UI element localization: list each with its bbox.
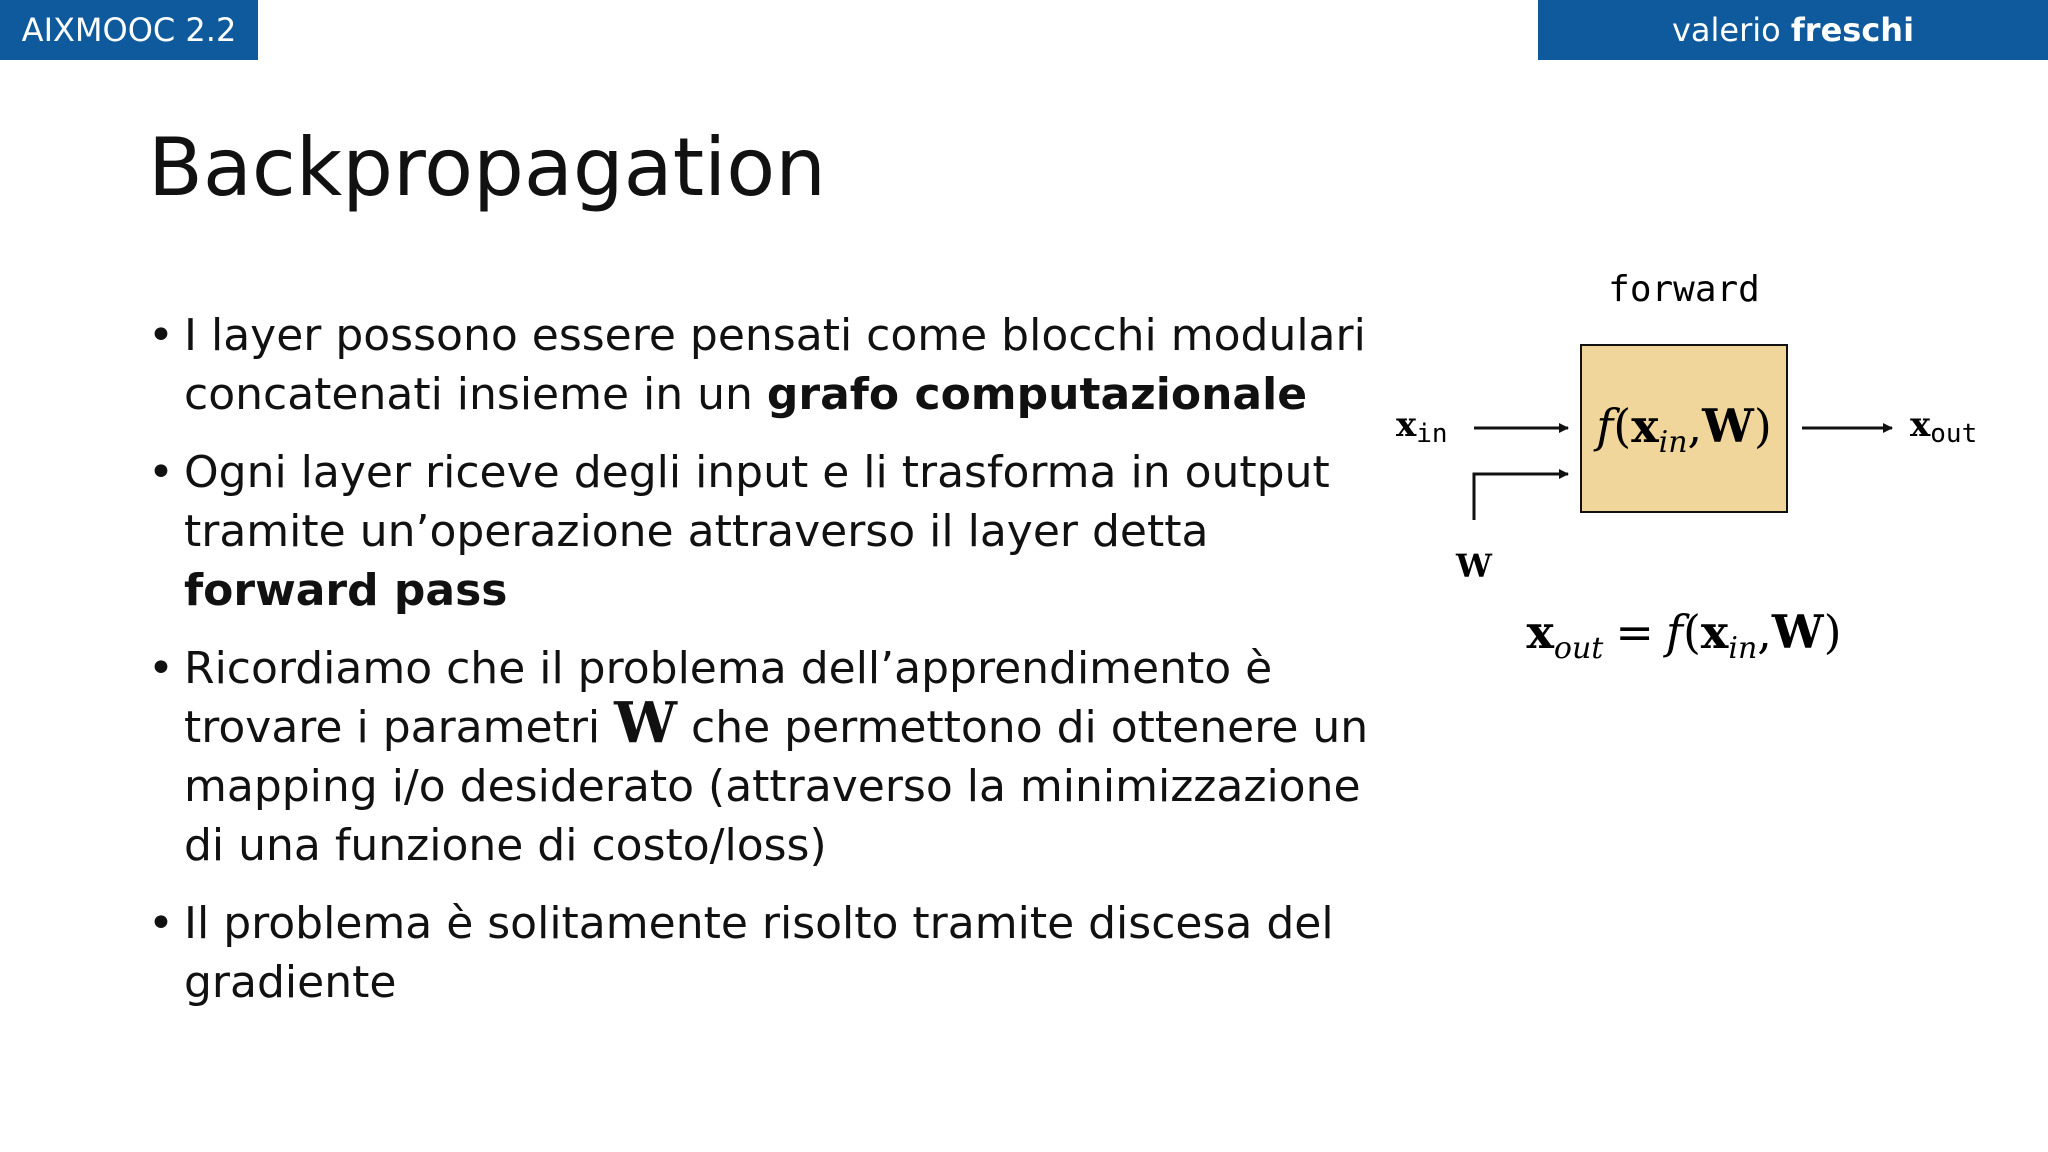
bullet-bold: forward pass [184,565,508,616]
bullet-text: che permettono di ottenere un mapping i/o desiderato (attraverso la minimizzazione di una funzione di costo/loss) [184,702,1369,871]
bullet-item [148,639,1378,875]
bullet-bold: grafo computazionale [766,369,1308,420]
bullet-list [148,306,1378,1031]
bullet-item [148,306,1378,424]
bullet-text: Ricordiamo che il problema dell’apprendimento è trovare i parametri [184,643,1273,753]
course-code: AIXMOOC 2.2 [21,11,237,49]
bullet-text: Il problema è solitamente risolto tramite discesa del gradiente [184,898,1334,1008]
weight-arrow [1474,474,1568,520]
forward-equation: $x_{out} = f(x_{in},W)$ [1526,605,1842,666]
diagram-caption: forward [1608,270,1760,310]
course-badge [0,0,258,60]
author-last-name: freschi [1790,11,1915,49]
output-label: xout [1910,405,1978,449]
author-badge [1538,0,2048,60]
block-function: $f(x_{in},W)$ [1596,399,1772,460]
bullet-item [148,894,1378,1012]
bullet-item [148,443,1378,620]
input-label: xin [1396,405,1448,449]
forward-pass-diagram [1380,270,2020,694]
math-symbol-w: W [614,690,678,756]
bullet-text: Ogni layer riceve degli input e li trasforma in output tramite un’operazione attraverso il layer detta [184,447,1330,557]
slide-title: Backpropagation [148,121,826,214]
author-first-name: valerio [1671,11,1781,49]
weight-label: W [1456,547,1492,585]
bullet-text: I layer possono essere pensati come blocchi modulari concatenati insieme in un [184,310,1366,420]
